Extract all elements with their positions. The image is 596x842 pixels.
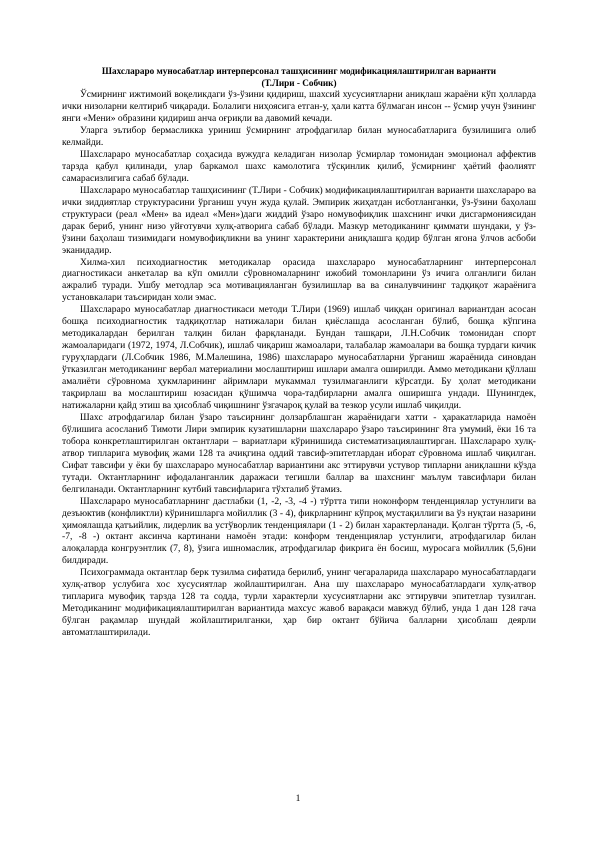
paragraph: Шахс атрофдагилар билан ўзаро таъсирнинг долзарблашган жараёнидаги хатти - ҳаракатларида намоён бўлишига асосланиб Тимоти Лири эмпирик кузатишларни шахслараро ўзаро таъсирининг 8та умумий, ёки 16 та тоборa конкретлаштирилган октантлари – вариатлари кўринишида систематизациялаштирган. Шахслараро хулқ-атвор типларига мувофиқ жами 128 та ачиқгина оддий тавсиф-эпитетлардан иборат сўровнома ишлаб чиқилган. Сифат тавсифи у ёки бу шахслараро муносабатлар вариантини акс эттирувчи устувор типларни аниқлашни кўзда тутади. Октантларнинг ифодаланганлик даражаси тегишли баллар ва шахснинг маълум тавсифлари билан белгиланади. Октантларнинг кутбий тавсифларига тўхталиб ўтамиз. <box>62 411 536 495</box>
paragraph: Ўсмирнинг ижтимоий воқеликдаги ўз-ўзини қидириш, шахсий хусусиятларни аниқлаш жараёни кўп ҳолларда ички низоларни келтириб чиқаради. Болалиги ниҳоясига етган-у, ҳали катта бўлмаган инсон -- ўсмир учун ўзининг янги «Мени» образини қидириш анча оғриқли ва давомий кечади. <box>62 89 536 125</box>
paragraph: Шахслараро муносабатлар ташҳисининг (Т.Лири - Собчик) модификациялаштирилган варианти шахслараро ва ички зиддиятлар структурасини ўрганиш учун жуда қулай. Эмпирик жиҳатдан исботланганки, ўз-ўзини баҳолаш структураси (реал «Мен» ва идеал «Мен»)даги жиддий ўзаро номувофиқлик шахснинг ички дисгармониясидан дарак бериб, унинг низо уйғотувчи хулқ-атворига сабаб бўлади. Мазкур методиканинг қиммати шундаки, у ўз-ўзини баҳолаш тизимидаги номувофиқликни ва унинг характерини аниқлашга қодир бўлган ягона ўлчов асбоби эканидадир. <box>62 184 536 256</box>
document-title <box>62 66 536 89</box>
paragraph: Шахслараро муносабатлар диагностикаси методи Т.Лири (1969) ишлаб чиққан оригинал вариантдан асосан бошқа психодиагностик тадқиқотлар натижалари билан қиёслашда асосланган бўлиб, бошқа кўпгина методикалардан берилган талқин билан фарқланади. Бундан ташқари, Л.Н.Собчик томонидан спорт жамоаларидаги (1972, 1974, Л.Собчик), ишлаб чиқариш жамоалари, талабалар жамоалари ва бошқа турдаги кичик гуруҳлардаги (Л.Собчик 1986, М.Малешина, 1986) шахслараро муносабатларни ўрганиш жараёнида синовдан ўтказилган методиканинг вербал материалини мослаштириш ишлари амалга оширилди. Аммо методикани қўллаш амалиёти сўровнома ҳукмларининг айримлари мукаммал тузилмаганлиги кўрсатди. Бу ҳолат методикани тақрирлаш ва мослаштириш юзасидан қўшимча чора-тадбирларни амалга оширишга ундади. Шунингдек, натижаларни қайд этиш ва ҳисоблаб чиқишнинг ўзгачароқ қулай ва тезкор усули ишлаб чиқилди. <box>62 304 536 411</box>
document-body <box>62 66 536 639</box>
title-line-2: (Т.Лири - Собчик) <box>261 77 337 88</box>
paragraph: Уларга эътибор бермасликка уриниш ўсмирнинг атрофдагилар билан муносабатларига бузилишига олиб келмайди. <box>62 125 536 148</box>
paragraph: Психограммада октантлар берк тузилма сифатида берилиб, унинг чегараларида шахслараро муносабатлардаги хулқ-атвор услубига хос хусусиятлар жойлаштирилган. Ана шу шахслараро муносабатлардаги хулқ-атвор типларига мувофиқ тарзда 128 та содда, турли характерли хусусиятларни акс эттирувчи эпитетлар тузилган. Методиканинг модификациялаштирилган вариантида махсус жавоб варақаси мавжуд бўлиб, унда 1 дан 128 гача бўлган рақамлар шундай жойлаштирилганки, ҳар бир октант бўйича балларни ҳисоблаш деярли автоматлаштирилади. <box>62 567 536 639</box>
page-number: 1 <box>295 793 301 804</box>
paragraph: Шахслараро муносабатлар соҳасида вужудга келадиган низолар ўсмирлар томонидан эмоционал аффектив тарзда қабул қилинади, улар баркамол шахс камолотига тўсқинлик қилиб, ўсмирнинг ҳаётий фаолиятг самарасизлигига сабаб бўлади. <box>62 148 536 184</box>
paragraph: Хилма-хил психодиагностик методикалар орасида шахслараро муносабатларнинг интерперсонал диагностикаси анкеталар ва кўп омилли сўровномаларнинг ижобий томонларини ўз ичига олганлиги билан ажралиб туради. Ушбу методлар эса мотивацияланган бузилишлар ва ва синалувчининг тадқиқот жараёнига установкалари таъсиридан холи эмас. <box>62 256 536 304</box>
title-line-1: Шахслараро муносабатлар интерперсонал ташҳисининг модификациялаштирилган варианти <box>101 66 497 76</box>
paragraph: Шахслараро муносабатларнинг дастлабки (1, -2, -3, -4 -) тўртта типи ноконформ тенденциялар устунлиги ва дезъюктив (конфликтли) кўринишларга мойиллик (3 - 4), фикрларнинг кўпроқ мустақиллиги ва ўз нуқтаи назарини ҳимоялашда қатъийлик, лидерлик ва устўворлик тенденциялари (1 - 2) билан характерланади. Қолган тўртта (5, -6, -7, -8 -) октант аксинча картинани намоён этади: конформ тенденциялар устунлиги, атрофдагилар билан алоқаларда конгруэнтлик (7, 8), ўзига ишномаслик, атрофдагилар фикрига ён босиш, муросага мойиллик (5,6)ни билдиради. <box>62 495 536 567</box>
